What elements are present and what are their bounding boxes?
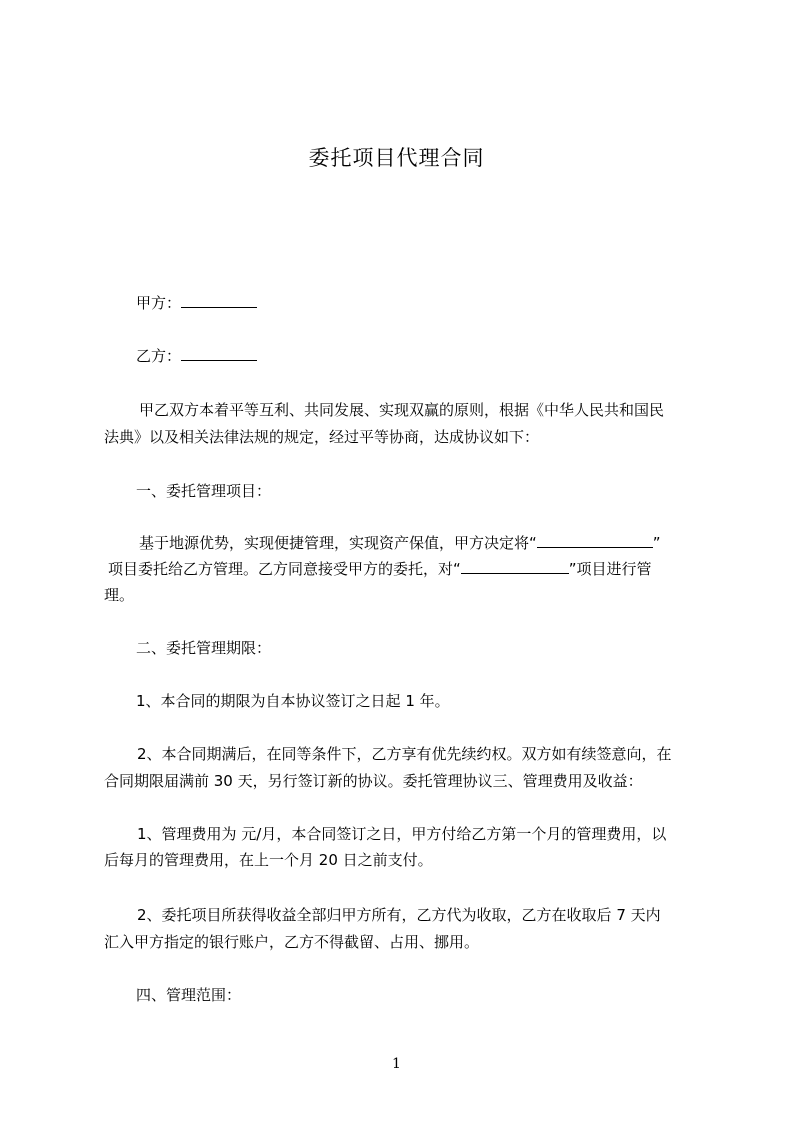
section-1-heading: 一、委托管理项目： [136,482,272,500]
section-2-item-2-line-1: 2、本合同期满后，在同等条件下，乙方享有优先续约权。双方如有续签意向，在 [137,745,672,763]
section-1-line-1-text: 基于地源优势，实现便捷管理，实现资产保值，甲方决定将“ [139,534,537,552]
section-1-line-2 [108,558,652,579]
section-4-heading: 四、管理范围： [136,986,242,1004]
project-name-blank-2 [461,558,569,574]
party-b-line [136,345,257,366]
section-1-line-3: 理。 [104,586,135,604]
document-title: 委托项目代理合同 [308,146,485,170]
section-1-line-2-tail: ”项目进行管 [568,560,652,578]
section-2-heading: 二、委托管理期限： [136,639,272,657]
section-2-item-2-line-2: 合同期限届满前 30 天，另行签订新的协议。委托管理协议三、管理费用及收益： [104,772,643,790]
page-number: 1 [392,1056,401,1072]
section-3-item-2-line-2: 汇入甲方指定的银行账户，乙方不得截留、占用、挪用。 [104,933,480,951]
section-1-line-1 [139,532,661,553]
project-name-blank-1 [537,532,653,548]
section-1-line-2-text: 项目委托给乙方管理。乙方同意接受甲方的委托，对“ [108,560,461,578]
party-a-label: 甲方： [136,294,182,312]
section-1-line-1-quote: ” [652,534,661,552]
section-3-item-2-line-1: 2、委托项目所获得收益全部归甲方所有，乙方代为收取，乙方在收取后 7 天内 [137,906,661,924]
party-b-blank [181,345,257,361]
party-a-blank [181,292,257,308]
preamble-line-1: 甲乙双方本着平等互利、共同发展、实现双赢的原则，根据《中华人民共和国民 [139,401,665,419]
party-b-label: 乙方： [136,347,182,365]
party-a-line [136,292,257,313]
preamble-line-2: 法典》以及相关法律法规的规定，经过平等协商，达成协议如下： [104,428,540,446]
section-3-item-1-line-2: 后每月的管理费用，在上一个月 20 日之前支付。 [104,851,433,869]
section-3-item-1-line-1: 1、管理费用为 元/月，本合同签订之日，甲方付给乙方第一个月的管理费用，以 [137,825,667,843]
section-2-item-1: 1、本合同的期限为自本协议签订之日起 1 年。 [136,692,450,710]
